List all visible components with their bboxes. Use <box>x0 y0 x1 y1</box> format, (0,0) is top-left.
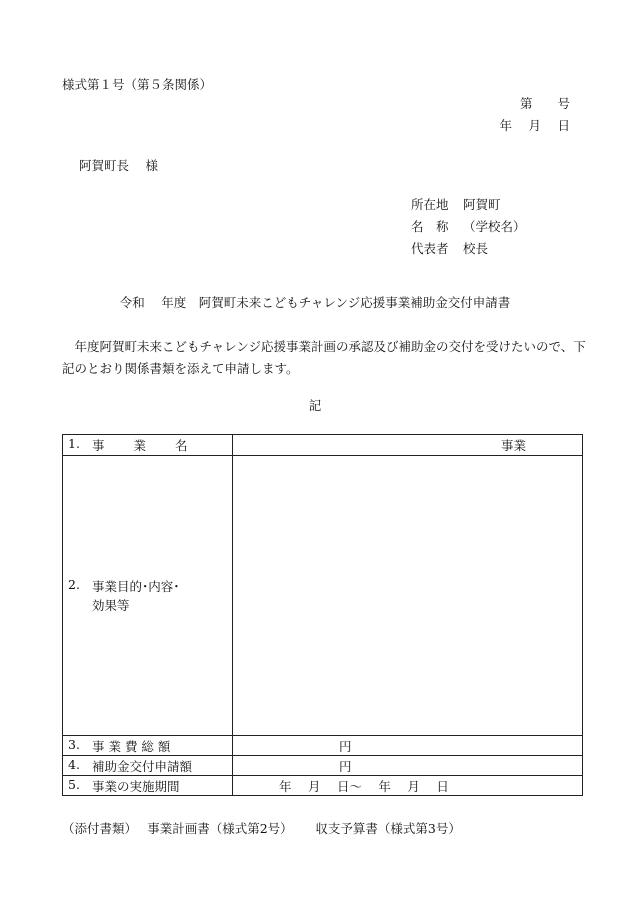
sender-address <box>411 199 526 221</box>
project-name-value[interactable]: 事業 <box>233 435 583 456</box>
addressee: 阿賀町長 様 <box>79 158 158 173</box>
document-date: 年 月 日 <box>499 118 570 133</box>
body-paragraph: 年度阿賀町未来こどもチャレンジ応援事業計画の承認及び補助金の交付を受けたいので、下記のとおり関係書類を添えて申請します。 <box>62 339 586 376</box>
sender-name-value: （学校名） <box>463 219 526 234</box>
purpose-value[interactable] <box>233 456 583 736</box>
row-label-text: 補助金交付申請額 <box>92 758 193 774</box>
row-label-text: 事業目的･内容･ 効果等 <box>92 578 180 613</box>
sender-representative <box>411 243 526 265</box>
document-number: 第 号 <box>519 96 570 111</box>
row-label-text: 事 業 費 総 額 <box>92 738 171 754</box>
sender-address-label: 所在地 <box>411 197 449 212</box>
row-label <box>63 736 233 756</box>
total-cost-value[interactable]: 円 <box>233 736 583 756</box>
row-label <box>63 456 233 736</box>
table-row-period <box>63 776 583 796</box>
row-number: 5. <box>68 776 80 792</box>
attachments-line: （添付書類） 事業計画書（様式第2号） 収支予算書（様式第3号） <box>62 821 461 836</box>
sender-name-label: 名 称 <box>411 219 449 234</box>
row-number: 1. <box>68 436 80 451</box>
sender-name <box>411 221 526 243</box>
row-label <box>63 435 233 456</box>
row-label <box>63 756 233 776</box>
table-row-total-cost <box>63 736 583 756</box>
row-number: 4. <box>68 756 80 772</box>
application-table <box>62 434 583 796</box>
table-row-purpose <box>63 456 583 736</box>
period-value[interactable]: 年 月 日～ 年 月 日 <box>233 776 583 796</box>
sender-representative-value: 校長 <box>463 241 489 256</box>
subsidy-amount-value[interactable]: 円 <box>233 756 583 776</box>
document-title: 令和 年度 阿賀町未来こどもチャレンジ応援事業補助金交付申請書 <box>119 295 511 310</box>
table-row-subsidy-amount <box>63 756 583 776</box>
row-label-text: 事業の実施期間 <box>92 778 180 794</box>
sender-representative-label: 代表者 <box>411 241 449 256</box>
row-number: 2. <box>68 576 80 592</box>
table-row-project-name <box>63 435 583 456</box>
row-number: 3. <box>68 736 80 752</box>
form-number: 様式第１号（第５条関係） <box>62 77 213 92</box>
sender-address-value: 阿賀町 <box>463 197 501 212</box>
row-label-text: 事 業 名 <box>92 438 188 453</box>
ki-heading: 記 <box>308 398 322 413</box>
row-label <box>63 776 233 796</box>
sender-block <box>411 199 526 265</box>
